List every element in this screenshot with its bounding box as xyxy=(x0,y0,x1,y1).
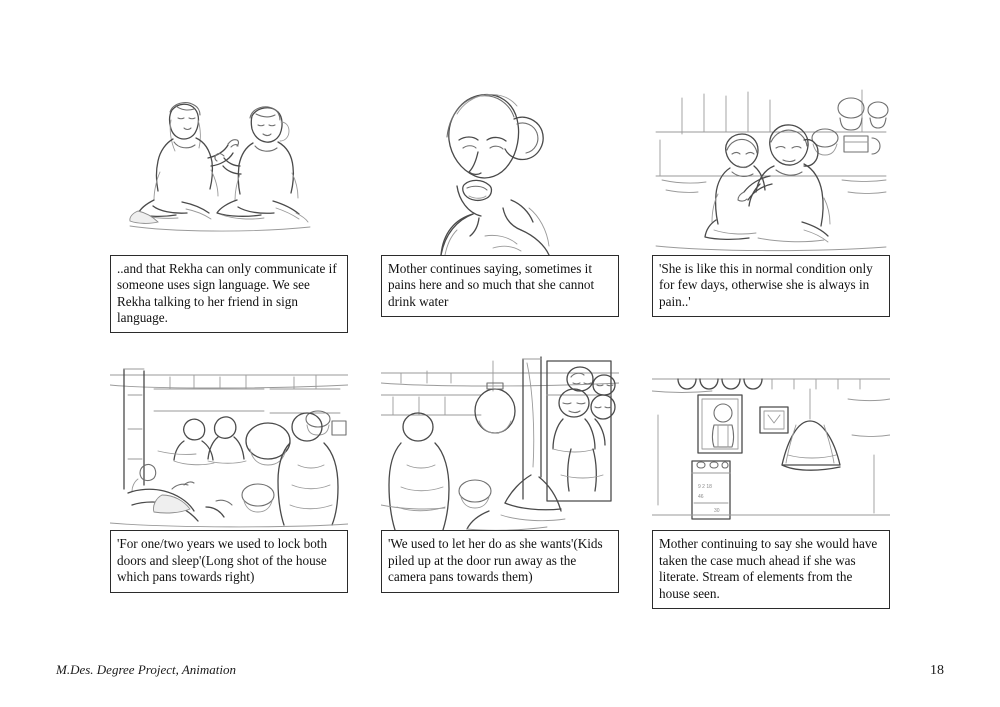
mother-talking-closeup-sketch xyxy=(381,80,619,255)
page-footer xyxy=(56,662,944,679)
storyboard-panel xyxy=(110,355,348,608)
footer-document-title: M.Des. Degree Project, Animation xyxy=(56,662,237,677)
panel-caption: Mother continues saying, sometimes it pains here and so much that she cannot drink water xyxy=(381,255,619,317)
storyboard-panel xyxy=(110,80,348,333)
svg-text:9 2 18: 9 2 18 xyxy=(698,484,712,491)
panel-caption: 'She is like this in normal condition only for few days, otherwise she is always in pain..' xyxy=(652,255,890,317)
panel-caption: 'For one/two years we used to lock both doors and sleep'(Long shot of the house which pans towards right) xyxy=(110,530,348,592)
storyboard-row xyxy=(110,80,890,333)
house-wall-elements-sketch xyxy=(652,355,890,530)
storyboard-panel xyxy=(381,80,619,333)
panel-caption: Mother continuing to say she would have taken the case much ahead if she was literate. Stream of elements from the house seen. xyxy=(652,530,890,608)
svg-text:46: 46 xyxy=(698,494,704,501)
page-number: 18 xyxy=(930,663,944,678)
kids-at-door-sketch xyxy=(381,355,619,530)
panel-caption: ..and that Rekha can only communicate if someone uses sign language. We see Rekha talking to her friend in sign language. xyxy=(110,255,348,333)
panel-caption: 'We used to let her do as she wants'(Kids piled up at the door run away as the camera pans towards them) xyxy=(381,530,619,592)
house-long-shot-pan-right-sketch xyxy=(110,355,348,530)
storyboard-panel xyxy=(652,80,890,333)
storyboard-grid xyxy=(110,80,890,631)
svg-text:30: 30 xyxy=(714,508,720,515)
two-women-signing-sketch xyxy=(110,80,348,255)
storyboard-row xyxy=(110,355,890,608)
storyboard-panel xyxy=(652,355,890,608)
storyboard-panel xyxy=(381,355,619,608)
mother-and-daughter-kitchen-sketch xyxy=(652,80,890,255)
